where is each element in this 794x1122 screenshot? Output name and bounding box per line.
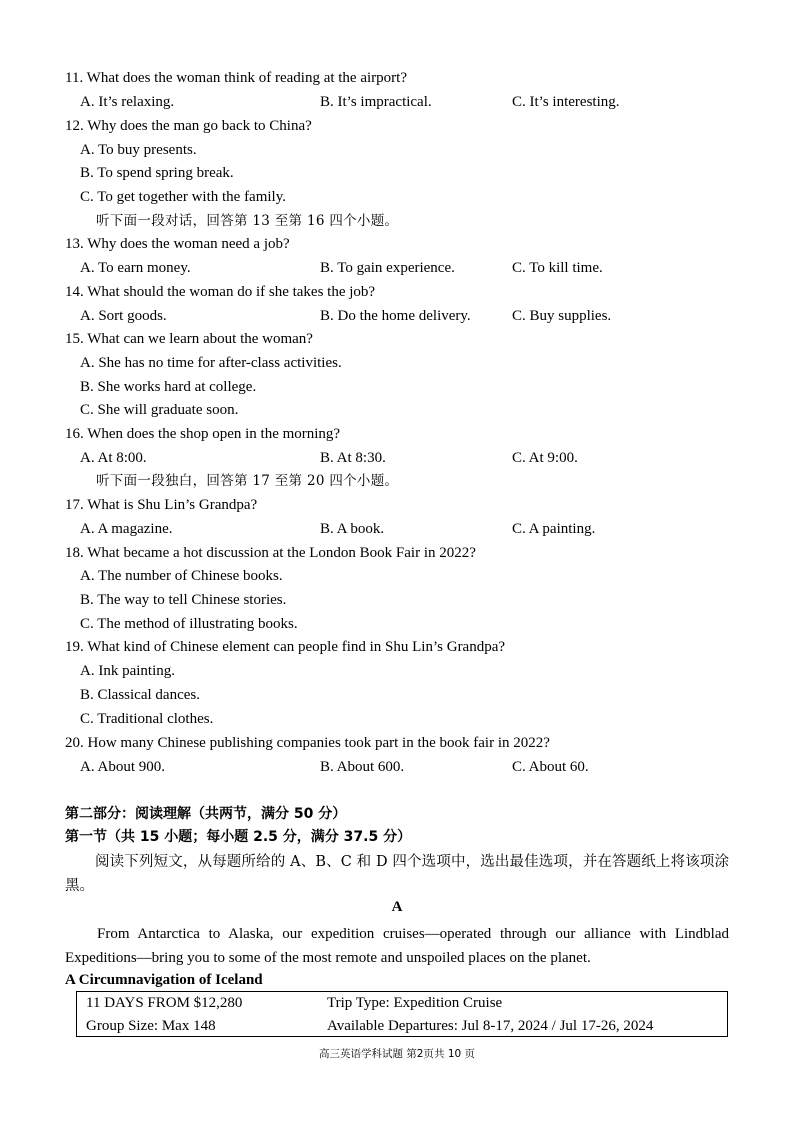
trip-type: Trip Type: Expedition Cruise <box>327 995 503 1011</box>
option-14b: B. Do the home delivery. <box>320 308 471 324</box>
option-20b: B. About 600. <box>320 759 405 775</box>
question-13: 13. Why does the woman need a job? <box>65 236 290 252</box>
question-14: 14. What should the woman do if she takes the job? <box>65 284 376 300</box>
question-12: 12. Why does the man go back to China? <box>65 118 312 134</box>
option-11b: B. It’s impractical. <box>320 94 432 110</box>
option-17a: A. A magazine. <box>80 521 173 537</box>
trip-days-price: 11 DAYS FROM $12,280 <box>86 995 243 1011</box>
option-14a: A. Sort goods. <box>80 308 167 324</box>
option-20a: A. About 900. <box>80 759 166 775</box>
option-18c: C. The method of illustrating books. <box>80 616 298 632</box>
option-13a: A. To earn money. <box>80 260 191 276</box>
option-19b: B. Classical dances. <box>80 687 200 703</box>
reading-directions: 阅读下列短文，从每题所给的 A、B、C 和 D 四个选项中，选出最佳选项，并在答题纸上将该项涂黑。 <box>65 854 729 894</box>
option-11c: C. It’s interesting. <box>512 94 620 110</box>
option-17b: B. A book. <box>320 521 385 537</box>
option-15a: A. She has no time for after-class activities. <box>80 355 342 371</box>
option-18b: B. The way to tell Chinese stories. <box>80 592 287 608</box>
option-12a: A. To buy presents. <box>80 142 197 158</box>
option-19a: A. Ink painting. <box>80 663 175 679</box>
passage-label: A <box>391 899 403 915</box>
option-19c: C. Traditional clothes. <box>80 711 214 727</box>
option-16a: A. At 8:00. <box>80 450 147 466</box>
question-16: 16. When does the shop open in the morning? <box>65 426 341 442</box>
option-13b: B. To gain experience. <box>320 260 455 276</box>
option-12b: B. To spend spring break. <box>80 165 234 181</box>
instruction-17-20: 听下面一段独白，回答第 17 至第 20 四个小题。 <box>96 473 399 489</box>
question-18: 18. What became a hot discussion at the London Book Fair in 2022? <box>65 545 476 561</box>
option-20c: C. About 60. <box>512 759 589 775</box>
option-12c: C. To get together with the family. <box>80 189 286 205</box>
option-18a: A. The number of Chinese books. <box>80 568 283 584</box>
trip-info-box <box>76 991 728 1037</box>
passage-intro: From Antarctica to Alaska, our expedition cruises—operated through our alliance with Lindblad Expeditions—bring you to some of the most remote and unspoiled places on the planet. <box>65 926 729 966</box>
option-13c: C. To kill time. <box>512 260 603 276</box>
section1-title: 第一节（共 15 小题；每小题 2.5 分，满分 37.5 分） <box>65 829 412 845</box>
option-16c: C. At 9:00. <box>512 450 578 466</box>
trip-group-size: Group Size: Max 148 <box>86 1018 216 1034</box>
option-17c: C. A painting. <box>512 521 596 537</box>
option-15b: B. She works hard at college. <box>80 379 257 395</box>
question-19: 19. What kind of Chinese element can people find in Shu Lin’s Grandpa? <box>65 639 506 655</box>
question-11: 11. What does the woman think of reading at the airport? <box>65 70 407 86</box>
trip-departures: Available Departures: Jul 8-17, 2024 / Jul 17-26, 2024 <box>327 1018 654 1034</box>
instruction-13-16: 听下面一段对话，回答第 13 至第 16 四个小题。 <box>96 213 399 229</box>
page-footer: 高三英语学科试题 第2页共 10 页 <box>318 1048 476 1060</box>
option-14c: C. Buy supplies. <box>512 308 612 324</box>
trip-heading: A Circumnavigation of Iceland <box>65 972 263 988</box>
question-15: 15. What can we learn about the woman? <box>65 331 313 347</box>
question-17: 17. What is Shu Lin’s Grandpa? <box>65 497 258 513</box>
question-20: 20. How many Chinese publishing companies took part in the book fair in 2022? <box>65 735 550 751</box>
part2-title: 第二部分：阅读理解（共两节，满分 50 分） <box>65 806 347 822</box>
option-11a: A. It’s relaxing. <box>80 94 175 110</box>
option-15c: C. She will graduate soon. <box>80 402 239 418</box>
option-16b: B. At 8:30. <box>320 450 386 466</box>
